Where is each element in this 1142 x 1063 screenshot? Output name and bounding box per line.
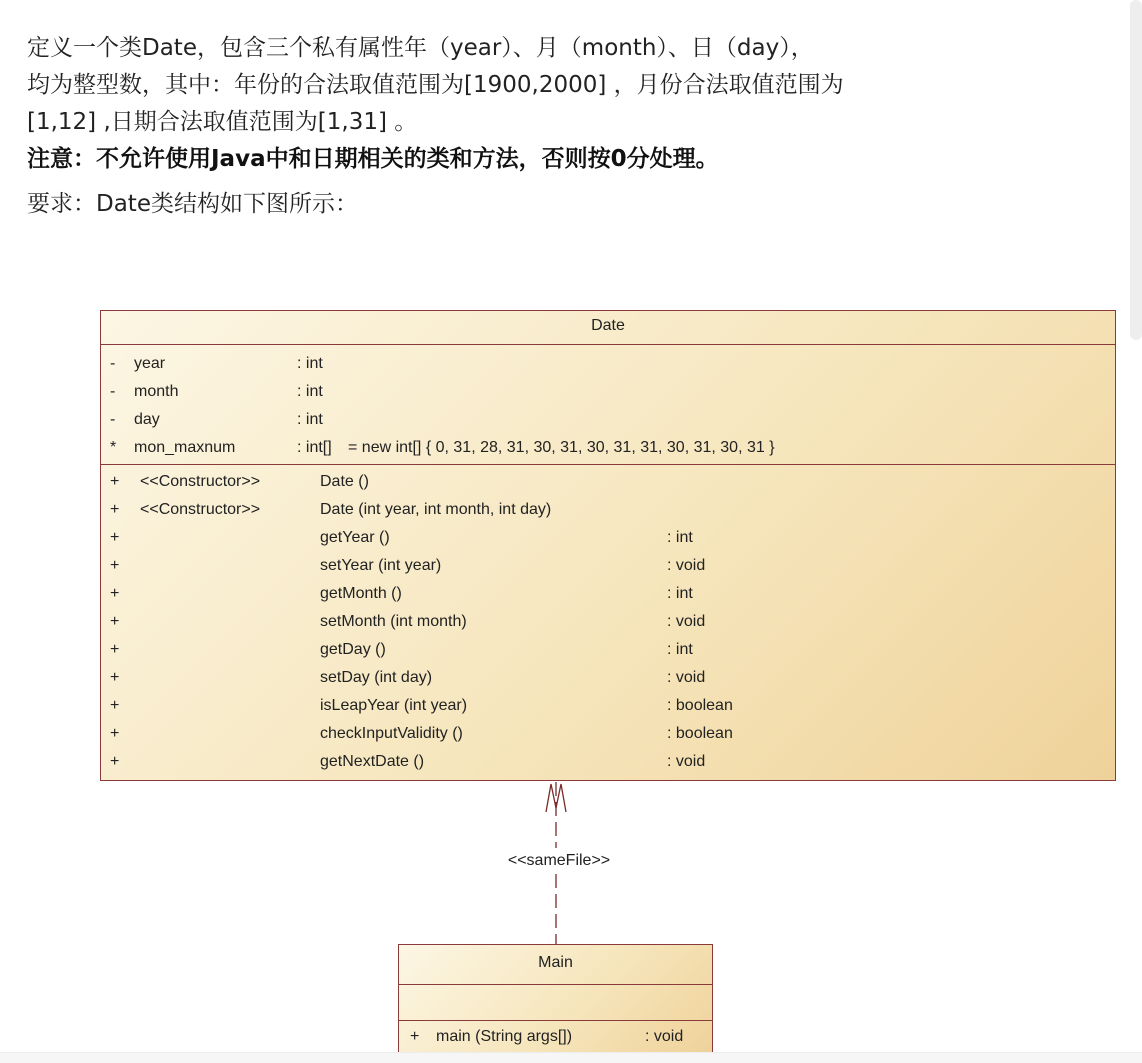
- bottom-divider: [0, 1052, 1142, 1063]
- operation-visibility: +: [110, 669, 120, 686]
- attribute-name: mon_maxnum: [134, 439, 236, 456]
- main-class-operations: [399, 1020, 712, 1054]
- attribute-type: : int: [297, 355, 323, 372]
- operation-return-type: : int: [667, 641, 693, 658]
- attribute-name: day: [134, 411, 160, 428]
- intro-line-1: 定义一个类Date，包含三个私有属性年（year）、月（month）、日（day），: [27, 35, 814, 61]
- operation-visibility: +: [110, 501, 120, 518]
- operation-visibility: +: [110, 697, 120, 714]
- attribute-type: : int: [297, 411, 323, 428]
- operation-return-type: : void: [667, 669, 706, 686]
- attribute-type: : int[]: [297, 439, 332, 456]
- operation-visibility: +: [110, 725, 120, 742]
- operation-signature: setMonth (int month): [320, 613, 467, 630]
- operation-signature: setDay (int day): [320, 669, 433, 686]
- operation-return-type: : void: [667, 753, 706, 770]
- attribute-visibility: -: [110, 411, 116, 428]
- scrollbar-thumb[interactable]: [1130, 0, 1142, 340]
- attribute-visibility: -: [110, 383, 116, 400]
- operation-signature: getMonth (): [320, 585, 402, 602]
- main-class-attributes: [399, 984, 712, 1021]
- main-class-name: Main: [538, 954, 573, 971]
- attribute-type: : int: [297, 383, 323, 400]
- operation-return-type: : void: [667, 613, 706, 630]
- attribute-initial-value: = new int[] { 0, 31, 28, 31, 30, 31, 30, 31, 31, 30, 31, 30, 31 }: [348, 439, 775, 456]
- operation-signature: isLeapYear (int year): [320, 697, 468, 714]
- operation-return-type: : int: [667, 529, 693, 546]
- main-class-box: [398, 944, 713, 1054]
- arrowhead: [546, 784, 556, 812]
- dependency-stereotype-label: <<sameFile>>: [479, 851, 639, 871]
- operation-stereotype: <<Constructor>>: [140, 501, 261, 518]
- operation-visibility: +: [110, 473, 120, 490]
- operation-signature: main (String args[]): [436, 1028, 573, 1045]
- operation-signature: Date (int year, int month, int day): [320, 501, 552, 518]
- operation-signature: setYear (int year): [320, 557, 442, 574]
- operation-visibility: +: [110, 613, 120, 630]
- warning-note: 注意：不允许使用Java中和日期相关的类和方法，否则按0分处理。: [27, 146, 719, 172]
- operation-signature: Date (): [320, 473, 369, 490]
- operation-stereotype: <<Constructor>>: [140, 473, 261, 490]
- operation-return-type: : void: [645, 1028, 684, 1045]
- intro-line-2: 均为整型数，其中：年份的合法取值范围为[1900,2000] ，月份合法取值范围为: [27, 72, 844, 98]
- attribute-name: month: [134, 383, 179, 400]
- operation-return-type: : int: [667, 585, 693, 602]
- operation-signature: checkInputValidity (): [320, 725, 463, 742]
- operation-visibility: +: [110, 753, 120, 770]
- operation-visibility: +: [110, 557, 120, 574]
- requirement-text: 要求：Date类结构如下图所示：: [27, 191, 358, 217]
- operation-visibility: +: [110, 585, 120, 602]
- intro-line-3: [1,12] ,日期合法取值范围为[1,31] 。: [27, 109, 418, 135]
- date-class-name: Date: [591, 317, 625, 334]
- operation-return-type: : boolean: [667, 725, 733, 742]
- attribute-visibility: *: [110, 439, 117, 456]
- main-class-name-section: [399, 945, 712, 984]
- operation-return-type: : void: [667, 557, 706, 574]
- attribute-name: year: [134, 355, 166, 372]
- arrowhead-right: [556, 784, 566, 812]
- operation-visibility: +: [110, 641, 120, 658]
- operation-signature: getNextDate (): [320, 753, 425, 770]
- operation-return-type: : boolean: [667, 697, 733, 714]
- attribute-visibility: -: [110, 355, 116, 372]
- operation-visibility: +: [410, 1028, 420, 1045]
- operation-signature: getDay (): [320, 641, 386, 658]
- operation-visibility: +: [110, 529, 120, 546]
- operation-signature: getYear (): [320, 529, 390, 546]
